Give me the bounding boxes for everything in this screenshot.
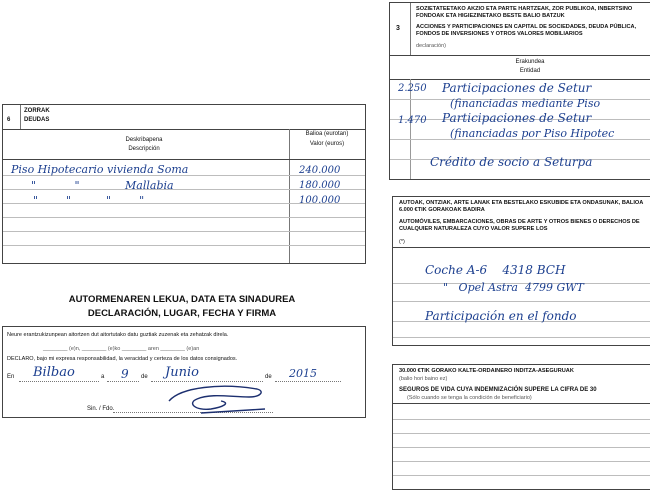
vehicle-row-1: Coche A-6 4318 BCH [425, 263, 566, 277]
place-value: Bilbao [33, 365, 75, 380]
shares-title-es: ACCIONES Y PARTICIPACIONES EN CAPITAL DE SOCIEDADES, DEUDA PÚBLICA, FONDOS DE INVERSIONES Y OTROS VALORES MOBILIARIOS [416, 24, 637, 37]
col-value-es: Valor (euros) [309, 141, 345, 147]
insurance-table [392, 364, 650, 490]
signature-label: Sin. / Fdo. [87, 406, 115, 412]
column-header-entity [410, 59, 650, 75]
share-row-2-text: (financiadas mediante Piso [450, 97, 601, 110]
share-row-3-text: Participaciones de Setur [442, 111, 592, 125]
vehicles-title-eu: AUTOAK, ONTZIAK, ARTE LANAK ETA BESTELAKO ESKUBIDE ETA ONDASUNAK, BALIOA 6.000 €TIK GORAKOAK BADIRA [399, 200, 644, 213]
shares-table [389, 2, 650, 180]
debts-title-eu: ZORRAK [24, 108, 50, 114]
signature-graphic [161, 379, 271, 417]
insurance-title-es: SEGUROS DE VIDA CUYA INDEMNIZACIÓN SUPERE LA CIFRA DE 30 [399, 387, 597, 393]
signature-title-es: DECLARACIÓN, LUGAR, FECHA Y FIRMA [87, 308, 277, 319]
column-header-description [3, 137, 285, 153]
shares-title-eu: SOZIETATEETAKO AKZIO ETA PARTE HARTZEAK, ZOR PUBLIKOA, INBERTSINO FONDOAK ETA HIGIEZINETAKO BESTE BALIO BATZUK [416, 6, 633, 19]
debt-row-2-description: " " Mallabia [31, 179, 174, 192]
day-separator: a [101, 374, 105, 380]
place-prefix: En [7, 374, 15, 380]
debt-row-1-value: 240.000 [299, 165, 341, 176]
insurance-title-eu: 30.000 €TIK GORAKO KALTE-ORDAINERO INDITZA-ASEGURUAK [399, 368, 574, 374]
section-number: 6 [7, 117, 11, 123]
vehicles-table [392, 196, 650, 346]
col-entity-eu: Erakundea [515, 59, 545, 65]
shares-note: declaración) [416, 43, 446, 49]
debts-table [2, 104, 366, 264]
month-value: Junio [165, 365, 199, 380]
share-row-5-text: Crédito de socio a Seturpa [430, 155, 593, 169]
debt-row-2-value: 180.000 [299, 180, 341, 191]
col-entity-es: Entidad [519, 68, 541, 74]
debts-title-es: DEUDAS [24, 117, 50, 123]
share-row-3-amount: 1.470 [398, 115, 427, 126]
share-row-1-text: Participaciones de Setur [442, 81, 592, 95]
debt-row-3-value: 100.000 [299, 195, 341, 206]
year-separator: de [265, 374, 272, 380]
vehicle-row-2: " Opel Astra 4799 GWT [443, 281, 584, 294]
col-desc-es: Descripción [128, 146, 160, 152]
signature-title-eu: AUTORMENAREN LEKUA, DATA ETA SINADUREA [68, 294, 296, 305]
share-row-1-amount: 2.250 [398, 83, 427, 94]
section-number: 3 [396, 25, 400, 32]
debt-row-3-description: " " " " [33, 194, 145, 207]
col-value-eu: Balioa (eurotan) [305, 131, 349, 137]
declaration-fields-eu: ________ (e)n, ________ (e)ko ________ aren ________ (e)an [43, 346, 200, 352]
vehicle-row-3: Participación en el fondo [425, 309, 577, 323]
day-value: 9 [121, 367, 129, 381]
declaration-text-es: DECLARO, bajo mi expresa responsabilidad, la veracidad y certeza de los datos consignados. [7, 356, 238, 362]
month-separator: de [141, 374, 148, 380]
insurance-note-es: (Sólo cuando se tenga la condición de beneficiario) [407, 395, 532, 401]
vehicles-title-es: AUTOMÓVILES, EMBARCACIONES, OBRAS DE ARTE Y OTROS BIENES O DERECHOS DE CUALQUIER NATURALEZA CUYO VALOR SUPERE LOS [399, 219, 640, 232]
share-row-4-text: (financiadas por Piso Hipotec [450, 127, 615, 140]
signature-box [2, 326, 366, 418]
insurance-subtitle-eu: (balio hori baino ez) [399, 376, 448, 382]
debt-row-1-description: Piso Hipotecario vivienda Soma [11, 163, 189, 176]
column-header-value [291, 131, 363, 148]
year-value: 2015 [289, 367, 317, 380]
vehicles-note: (*) [399, 239, 405, 245]
col-desc-eu: Deskribapena [125, 137, 163, 143]
declaration-text-eu: Neure erantzukizunpean aitortzen dut aitortutako datu guztiak zuzenak eta zehatzak direla. [7, 332, 229, 338]
